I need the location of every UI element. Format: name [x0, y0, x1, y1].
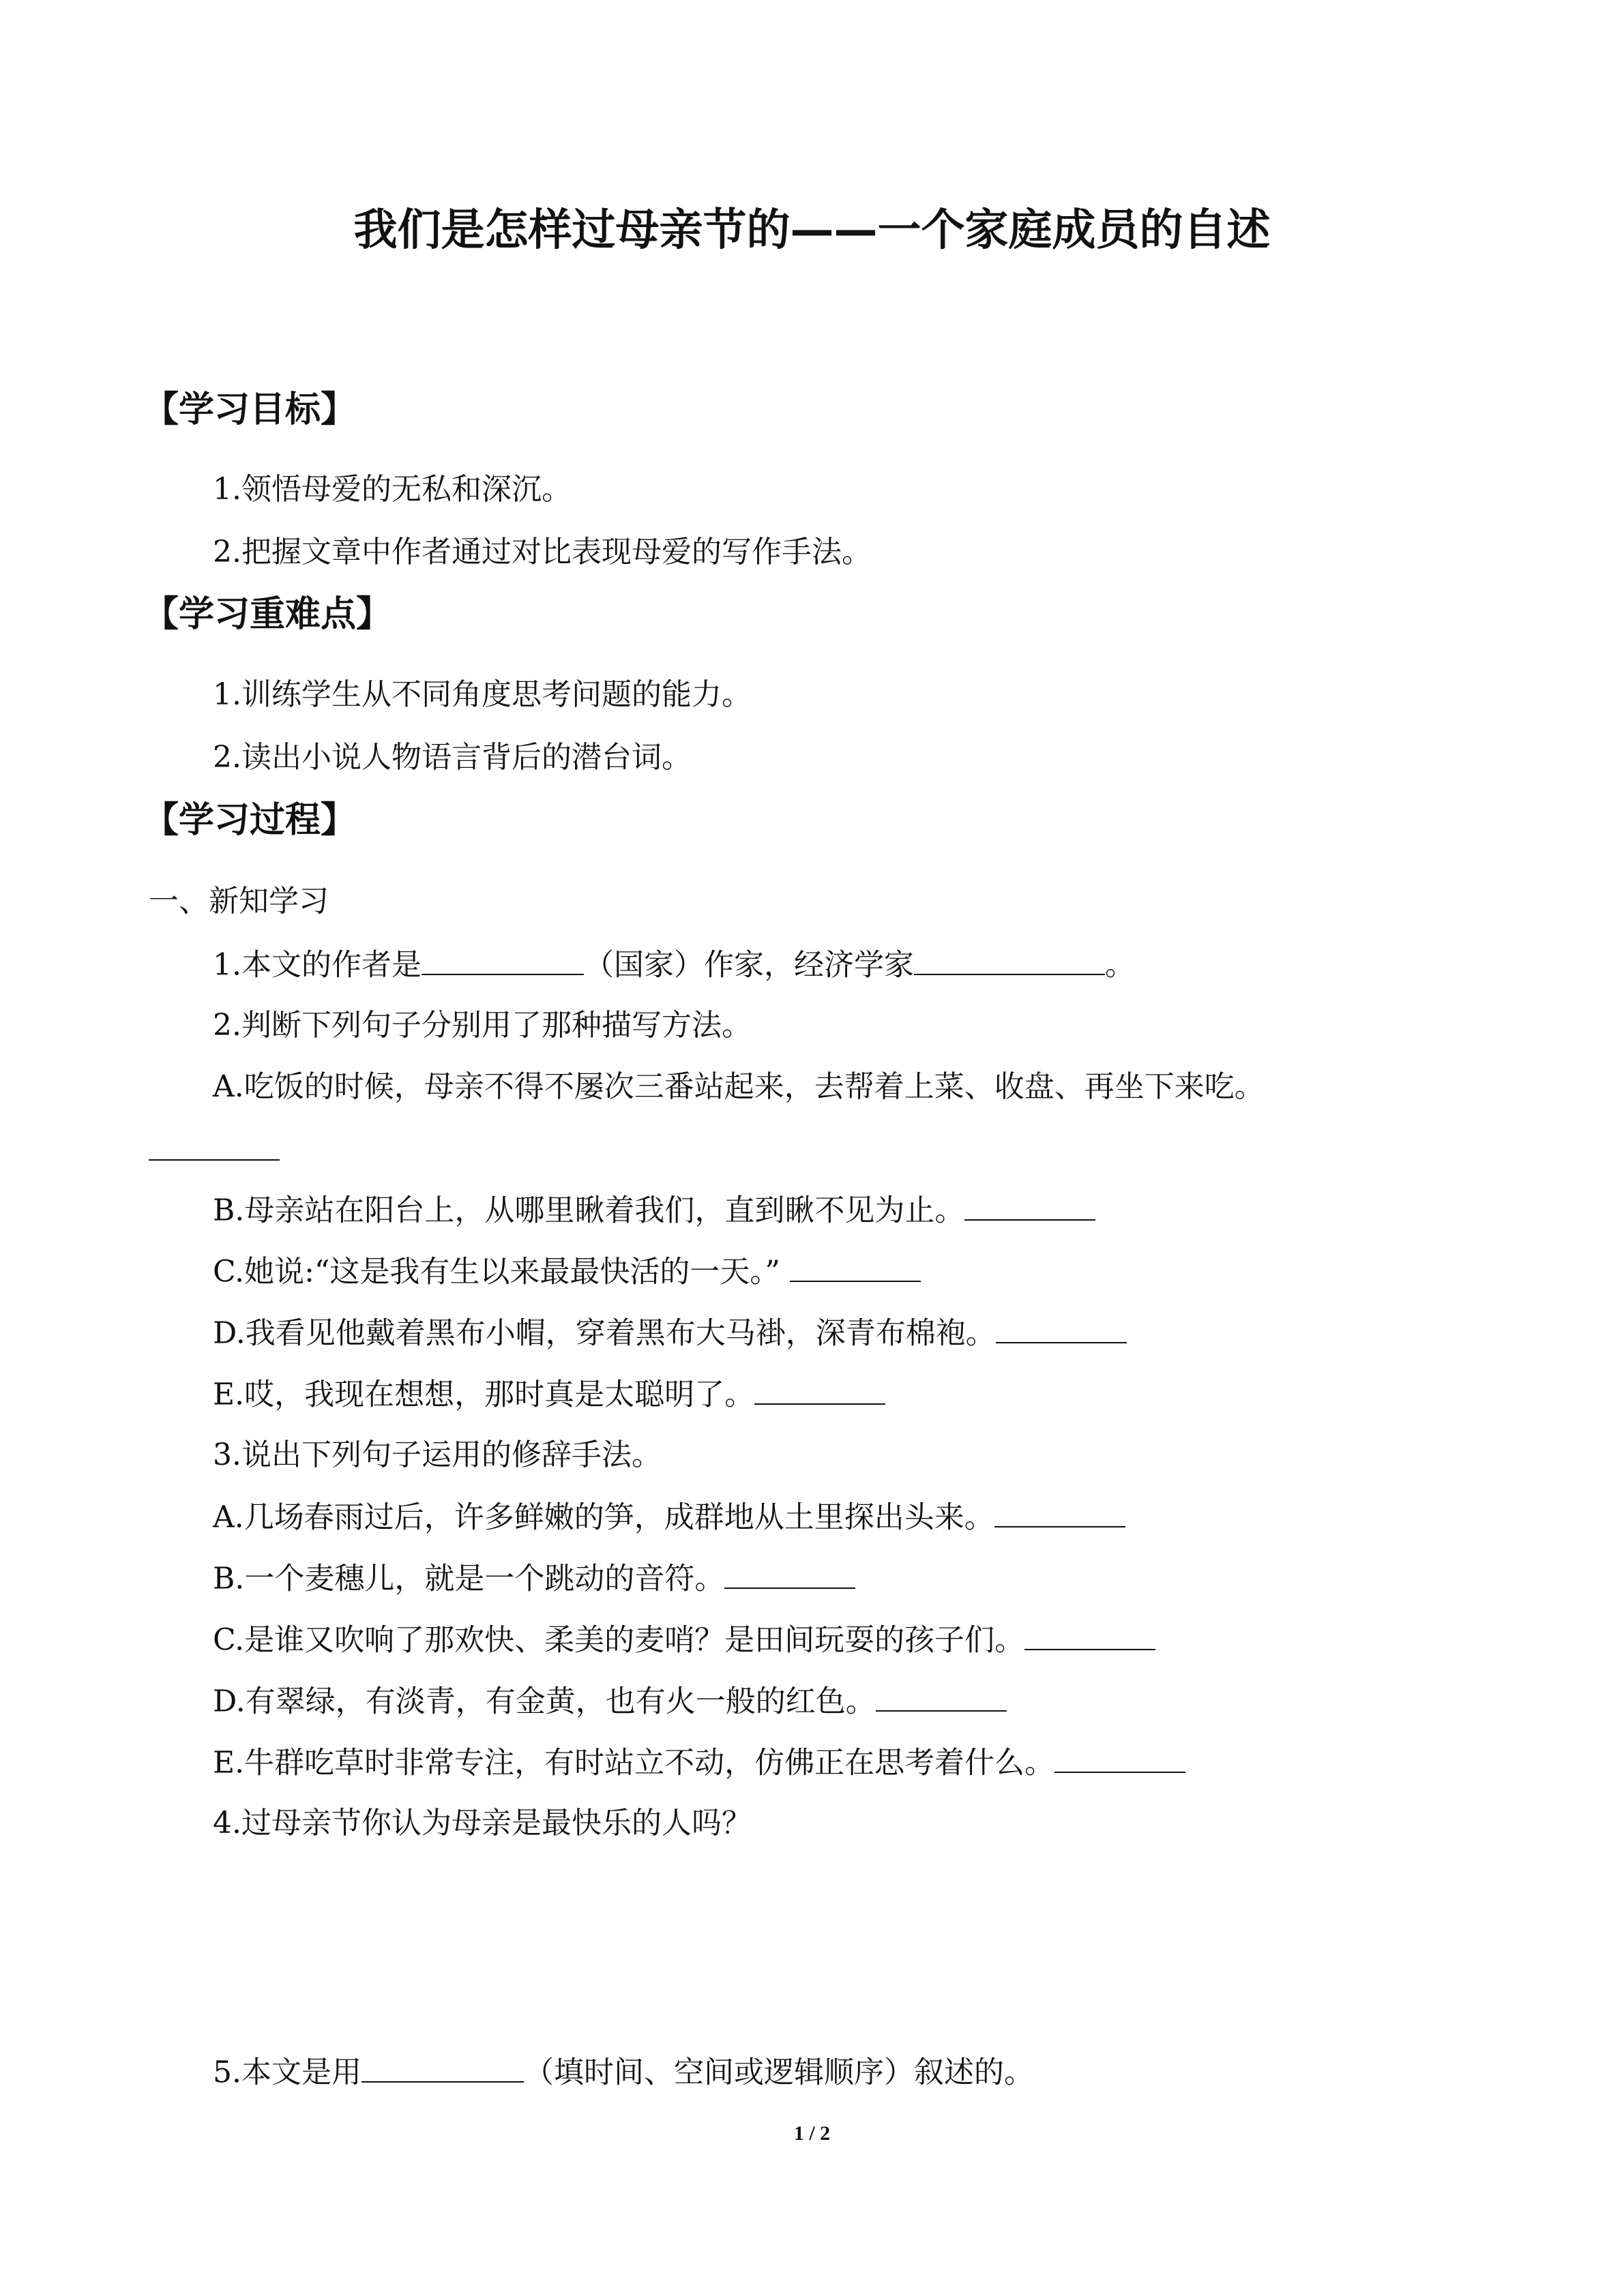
question-3-item-e: [213, 1744, 1185, 1781]
question-3-item-b-text: B.一个麦穗儿，就是一个跳动的音符。: [213, 1561, 725, 1596]
section-heading-key-points: 【学习重难点】: [143, 594, 392, 635]
section-heading-process: 【学习过程】: [143, 800, 357, 841]
question-5: [213, 2054, 1034, 2091]
question-3-item-c: [213, 1622, 1155, 1658]
answer-blank-2a[interactable]: [149, 1159, 280, 1161]
question-4: 4.过母亲节你认为母亲是最快乐的人吗？: [213, 1806, 752, 1840]
answer-blank-2b[interactable]: [964, 1192, 1095, 1221]
question-1: [213, 946, 1135, 983]
key-point-item: 1.训练学生从不同角度思考问题的能力。: [213, 677, 752, 712]
question-2-item-c: [213, 1253, 921, 1290]
answer-blank-5[interactable]: [361, 2054, 524, 2083]
answer-blank-3e[interactable]: [1054, 1744, 1185, 1773]
question-1-text-b: （国家）作家，经济学家: [583, 947, 914, 983]
question-2-item-a: A.吃饭的时候，母亲不得不屡次三番站起来，去帮着上菜、收盘、再坐下来吃。: [213, 1069, 1265, 1104]
answer-blank-3d[interactable]: [876, 1683, 1007, 1712]
question-2-stem: 2.判断下列句子分别用了那种描写方法。: [213, 1008, 752, 1043]
question-3-item-a: [213, 1499, 1125, 1536]
answer-blank-3b[interactable]: [724, 1560, 855, 1589]
part-one-heading: 一、新知学习: [149, 884, 329, 919]
answer-blank-economist[interactable]: [914, 946, 1105, 975]
question-3-stem: 3.说出下列句子运用的修辞手法。: [213, 1437, 662, 1472]
question-2-item-e-text: E.哎，我现在想想，那时真是太聪明了。: [213, 1377, 755, 1412]
question-1-text-c: 。: [1104, 947, 1135, 983]
question-5-text-b: （填时间、空间或逻辑顺序）叙述的。: [523, 2055, 1034, 2090]
answer-blank-3a[interactable]: [994, 1499, 1125, 1527]
document-title: 我们是怎样过母亲节的——一个家庭成员的自述: [353, 205, 1271, 256]
question-1-text-a: 1.本文的作者是: [213, 947, 422, 983]
question-3-item-b: [213, 1560, 855, 1597]
question-2-item-c-text: C.她说:“这是我有生以来最最快活的一天。”: [213, 1254, 780, 1289]
question-2-item-b-text: B.母亲站在阳台上，从哪里瞅着我们，直到瞅不见为止。: [213, 1193, 965, 1228]
answer-blank-2e[interactable]: [754, 1376, 885, 1405]
key-point-item: 2.读出小说人物语言背后的潜台词。: [213, 740, 692, 775]
question-3-item-d-text: D.有翠绿，有淡青，有金黄，也有火一般的红色。: [213, 1684, 876, 1719]
question-2-item-d: [213, 1315, 1127, 1352]
section-heading-goals: 【学习目标】: [143, 389, 357, 430]
answer-blank-country[interactable]: [422, 946, 584, 975]
answer-blank-2d[interactable]: [996, 1315, 1127, 1343]
question-3-item-a-text: A.几场春雨过后，许多鲜嫩的笋，成群地从土里探出头来。: [213, 1500, 994, 1535]
question-3-item-d: [213, 1683, 1007, 1720]
question-5-text-a: 5.本文是用: [213, 2055, 361, 2090]
goal-item: 1.领悟母爱的无私和深沉。: [213, 472, 572, 507]
question-3-item-e-text: E.牛群吃草时非常专注，有时站立不动，仿佛正在思考着什么。: [213, 1745, 1055, 1780]
page-number: 1 / 2: [793, 2122, 831, 2145]
question-2-item-e: [213, 1376, 885, 1413]
question-2-item-d-text: D.我看见他戴着黑布小帽，穿着黑布大马褂，深青布棉袍。: [213, 1315, 996, 1351]
question-3-item-c-text: C.是谁又吹响了那欢快、柔美的麦哨？是田间玩耍的孩子们。: [213, 1622, 1025, 1658]
goal-item: 2.把握文章中作者通过对比表现母爱的写作手法。: [213, 535, 872, 569]
answer-blank-3c[interactable]: [1024, 1622, 1155, 1650]
answer-blank-2c[interactable]: [790, 1253, 921, 1282]
question-2-item-b: [213, 1192, 1095, 1229]
